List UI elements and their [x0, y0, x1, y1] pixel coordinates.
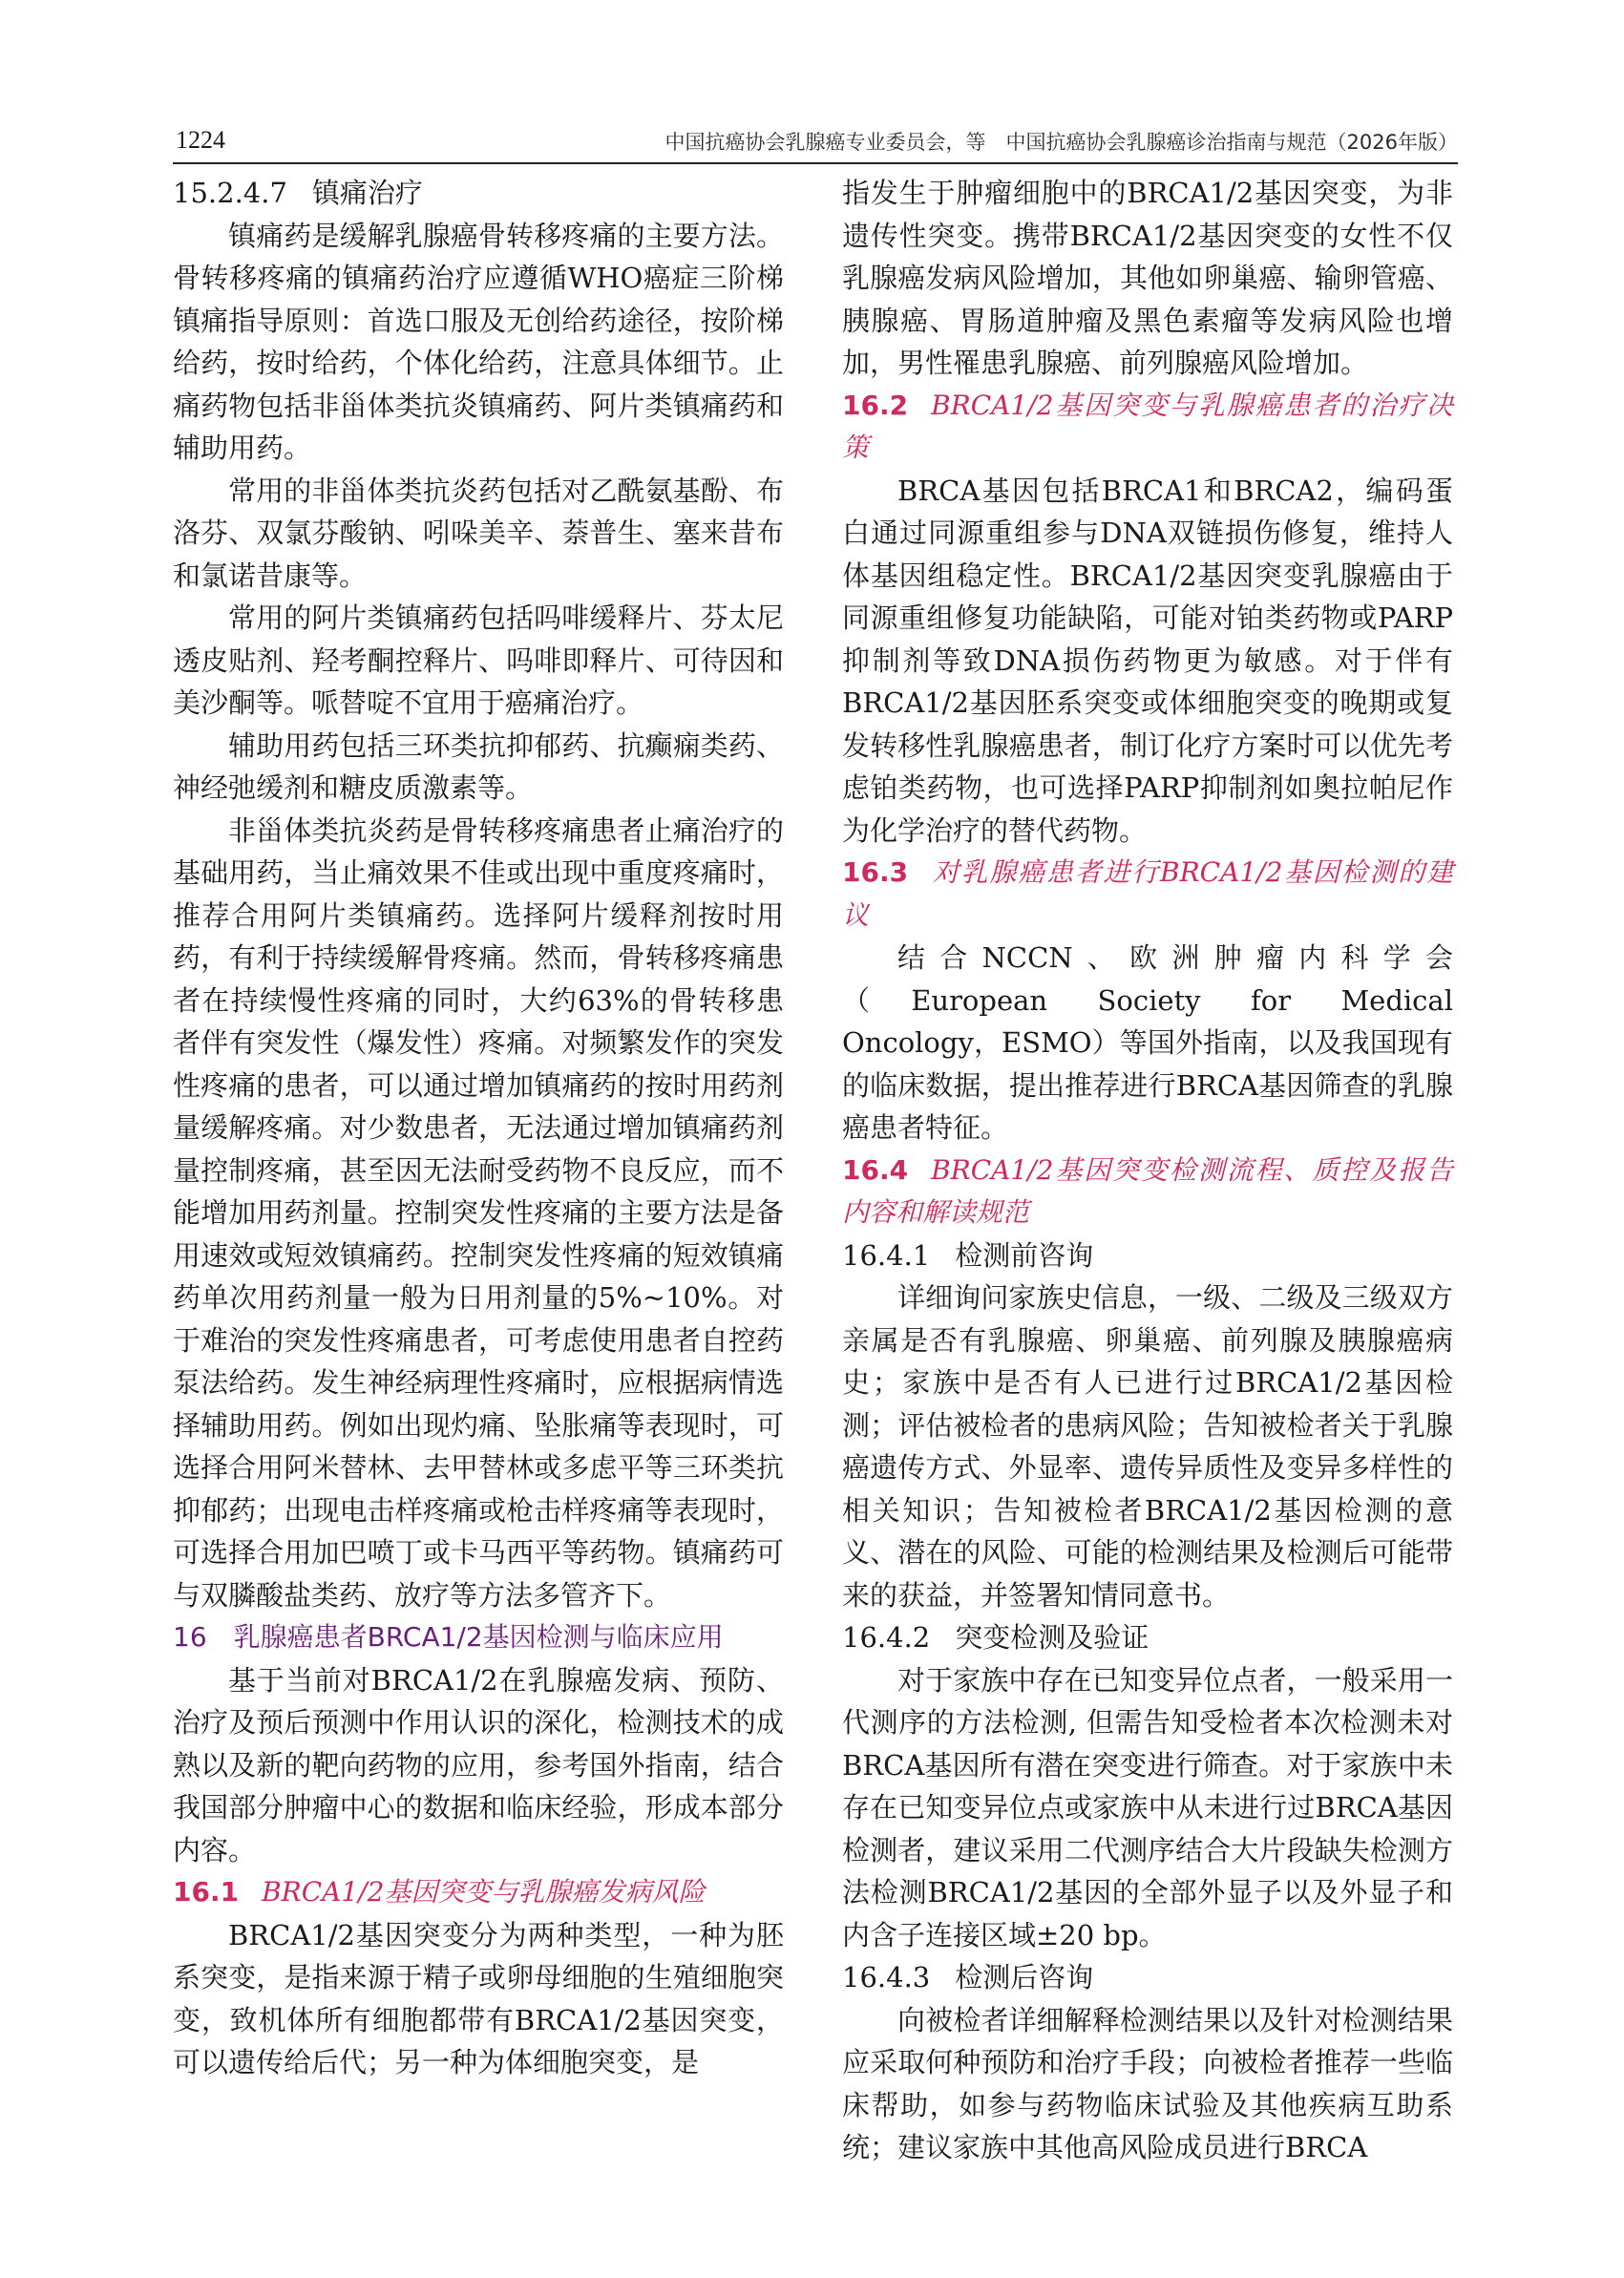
paragraph: 对于家族中存在已知变异位点者，一般采用一代测序的方法检测, 但需告知受检者本次检测未对BRCA基因所有潜在突变进行筛查。对于家族中未存在已知变异位点或家族中从未进行过BRCA基因检测者，建议采用二代测序结合大片段缺失检测方法检测BRCA1/2基因的全部外显子以及外显子和内含子连接区域±20 bp。 [842, 1663, 1453, 1951]
running-head-text: 中国抗癌协会乳腺癌专业委员会，等 中国抗癌协会乳腺癌诊治指南与规范（2026年版） [664, 131, 1458, 154]
section-title: 突变检测及验证 [955, 1621, 1149, 1654]
section-number: 15.2.4.7 [173, 177, 287, 209]
paragraph: 常用的非甾体类抗炎药包括对乙酰氨基酚、布洛芬、双氯芬酸钠、吲哚美辛、萘普生、塞来昔布和氯诺昔康等。 [173, 474, 784, 592]
heading-16-2 [842, 385, 1453, 470]
paragraph: 非甾体类抗炎药是骨转移疼痛患者止痛治疗的基础用药，当止痛效果不佳或出现中重度疼痛时，推荐合用阿片类镇痛药。选择阿片缓释剂按时用药，有利于持续缓解骨疼痛。然而，骨转移疼痛患者在持续慢性疼痛的同时，大约63%的骨转移患者伴有突发性（爆发性）疼痛。对频繁发作的突发性疼痛的患者，可以通过增加镇痛药的按时用药剂量缓解疼痛。对少数患者，无法通过增加镇痛药剂量控制疼痛，甚至因无法耐受药物不良反应，而不能增加用药剂量。控制突发性疼痛的主要方法是备用速效或短效镇痛药。控制突发性疼痛的短效镇痛药单次用药剂量一般为日用剂量的5%~10%。对于难治的突发性疼痛患者，可考虑使用患者自控药泵法给药。发生神经病理性疼痛时，应根据病情选择辅助用药。例如出现灼痛、坠胀痛等表现时，可选择合用阿米替林、去甲替林或多虑平等三环类抗抑郁药；出现电击样疼痛或枪击样疼痛等表现时，可选择合用加巴喷丁或卡马西平等药物。镇痛药可与双膦酸盐类药、放疗等方法多管齐下。 [173, 813, 784, 1612]
left-column [173, 172, 784, 2084]
section-title: 检测前咨询 [955, 1238, 1094, 1272]
section-title: 检测后咨询 [955, 1961, 1094, 1993]
section-number: 16.4.1 [842, 1238, 931, 1272]
heading-16-4-2 [842, 1616, 1453, 1659]
section-title: BRCA1/2基因突变与乳腺癌患者的治疗决策 [842, 389, 1453, 463]
paragraph: 常用的阿片类镇痛药包括吗啡缓释片、芬太尼透皮贴剂、羟考酮控释片、吗啡即释片、可待因和美沙酮等。哌替啶不宜用于癌痛治疗。 [173, 601, 784, 719]
heading-16-4-3 [842, 1956, 1453, 1999]
section-title: 乳腺癌患者BRCA1/2基因检测与临床应用 [233, 1621, 724, 1653]
paragraph: BRCA基因包括BRCA1和BRCA2，编码蛋白通过同源重组参与DNA双链损伤修复，维持人体基因组稳定性。BRCA1/2基因突变乳腺癌由于同源重组修复功能缺陷，可能对铂类药物或PARP抑制剂等致DNA损伤药物更为敏感。对于伴有BRCA1/2基因胚系突变或体细胞突变的晚期或复发转移性乳腺癌患者，制订化疗方案时可以优先考虑铂类药物，也可选择PARP抑制剂如奥拉帕尼作为化学治疗的替代药物。 [842, 474, 1453, 847]
heading-16-4 [842, 1150, 1453, 1234]
heading-15-2-4-7 [173, 172, 784, 215]
section-number: 16.1 [173, 1876, 240, 1908]
section-title: BRCA1/2基因突变与乳腺癌发病风险 [262, 1876, 706, 1908]
paragraph: 详细询问家族史信息，一级、二级及三级双方亲属是否有乳腺癌、卵巢癌、前列腺及胰腺癌病史；家族中是否有人已进行过BRCA1/2基因检测；评估被检者的患病风险；告知被检者关于乳腺癌遗传方式、外显率、遗传异质性及变异多样性的相关知识；告知被检者BRCA1/2基因检测的意义、潜在的风险、可能的检测结果及检测后可能带来的获益，并签署知情同意书。 [842, 1281, 1453, 1612]
section-number: 16.4.3 [842, 1961, 931, 1993]
paragraph: 镇痛药是缓解乳腺癌骨转移疼痛的主要方法。骨转移疼痛的镇痛药治疗应遵循WHO癌症三阶梯镇痛指导原则：首选口服及无创给药途径，按阶梯给药，按时给药，个体化给药，注意具体细节。止痛药物包括非甾体类抗炎镇痛药、阿片类镇痛药和辅助用药。 [173, 219, 784, 464]
section-title: 对乳腺癌患者进行BRCA1/2基因检测的建议 [842, 856, 1453, 931]
running-head [173, 126, 1458, 164]
heading-16-3 [842, 852, 1453, 937]
paragraph: 指发生于肿瘤细胞中的BRCA1/2基因突变，为非遗传性突变。携带BRCA1/2基因突变的女性不仅乳腺癌发病风险增加，其他如卵巢癌、输卵管癌、胰腺癌、胃肠道肿瘤及黑色素瘤等发病风险也增加，男性罹患乳腺癌、前列腺癌风险增加。 [842, 177, 1453, 379]
section-title: 镇痛治疗 [311, 177, 423, 209]
section-number: 16.2 [842, 389, 909, 421]
section-number: 16.4 [842, 1153, 909, 1186]
paragraph: 结合NCCN、欧洲肿瘤内科学会（European Society for Medical Oncology，ESMO）等国外指南，以及我国现有的临床数据，提出推荐进行BRCA基因筛查的乳腺癌患者特征。 [842, 941, 1453, 1144]
paragraph: BRCA1/2基因突变分为两种类型，一种为胚系突变，是指来源于精子或卵母细胞的生殖细胞突变，致机体所有细胞都带有BRCA1/2基因突变，可以遗传给后代；另一种为体细胞突变，是 [173, 1918, 784, 2078]
paragraph: 辅助用药包括三环类抗抑郁药、抗癫痫类药、神经弛缓剂和糖皮质激素等。 [173, 728, 784, 804]
paragraph: 向被检者详细解释检测结果以及针对检测结果应采取何种预防和治疗手段；向被检者推荐一些临床帮助，如参与药物临床试验及其他疾病互助系统；建议家族中其他高风险成员进行BRCA [842, 2003, 1453, 2163]
section-number: 16.4.2 [842, 1621, 931, 1654]
section-title: BRCA1/2基因突变检测流程、质控及报告内容和解读规范 [842, 1153, 1453, 1228]
section-number: 16 [173, 1621, 207, 1653]
paragraph: 基于当前对BRCA1/2在乳腺癌发病、预防、治疗及预后预测中作用认识的深化，检测技术的成熟以及新的靶向药物的应用，参考国外指南，结合我国部分肿瘤中心的数据和临床经验，形成本部分内容。 [173, 1663, 784, 1867]
heading-16-4-1 [842, 1234, 1453, 1277]
heading-16 [173, 1616, 784, 1659]
heading-16-1 [173, 1871, 784, 1914]
page-number: 1224 [176, 126, 225, 154]
section-number: 16.3 [842, 856, 909, 888]
right-column [842, 172, 1453, 2169]
